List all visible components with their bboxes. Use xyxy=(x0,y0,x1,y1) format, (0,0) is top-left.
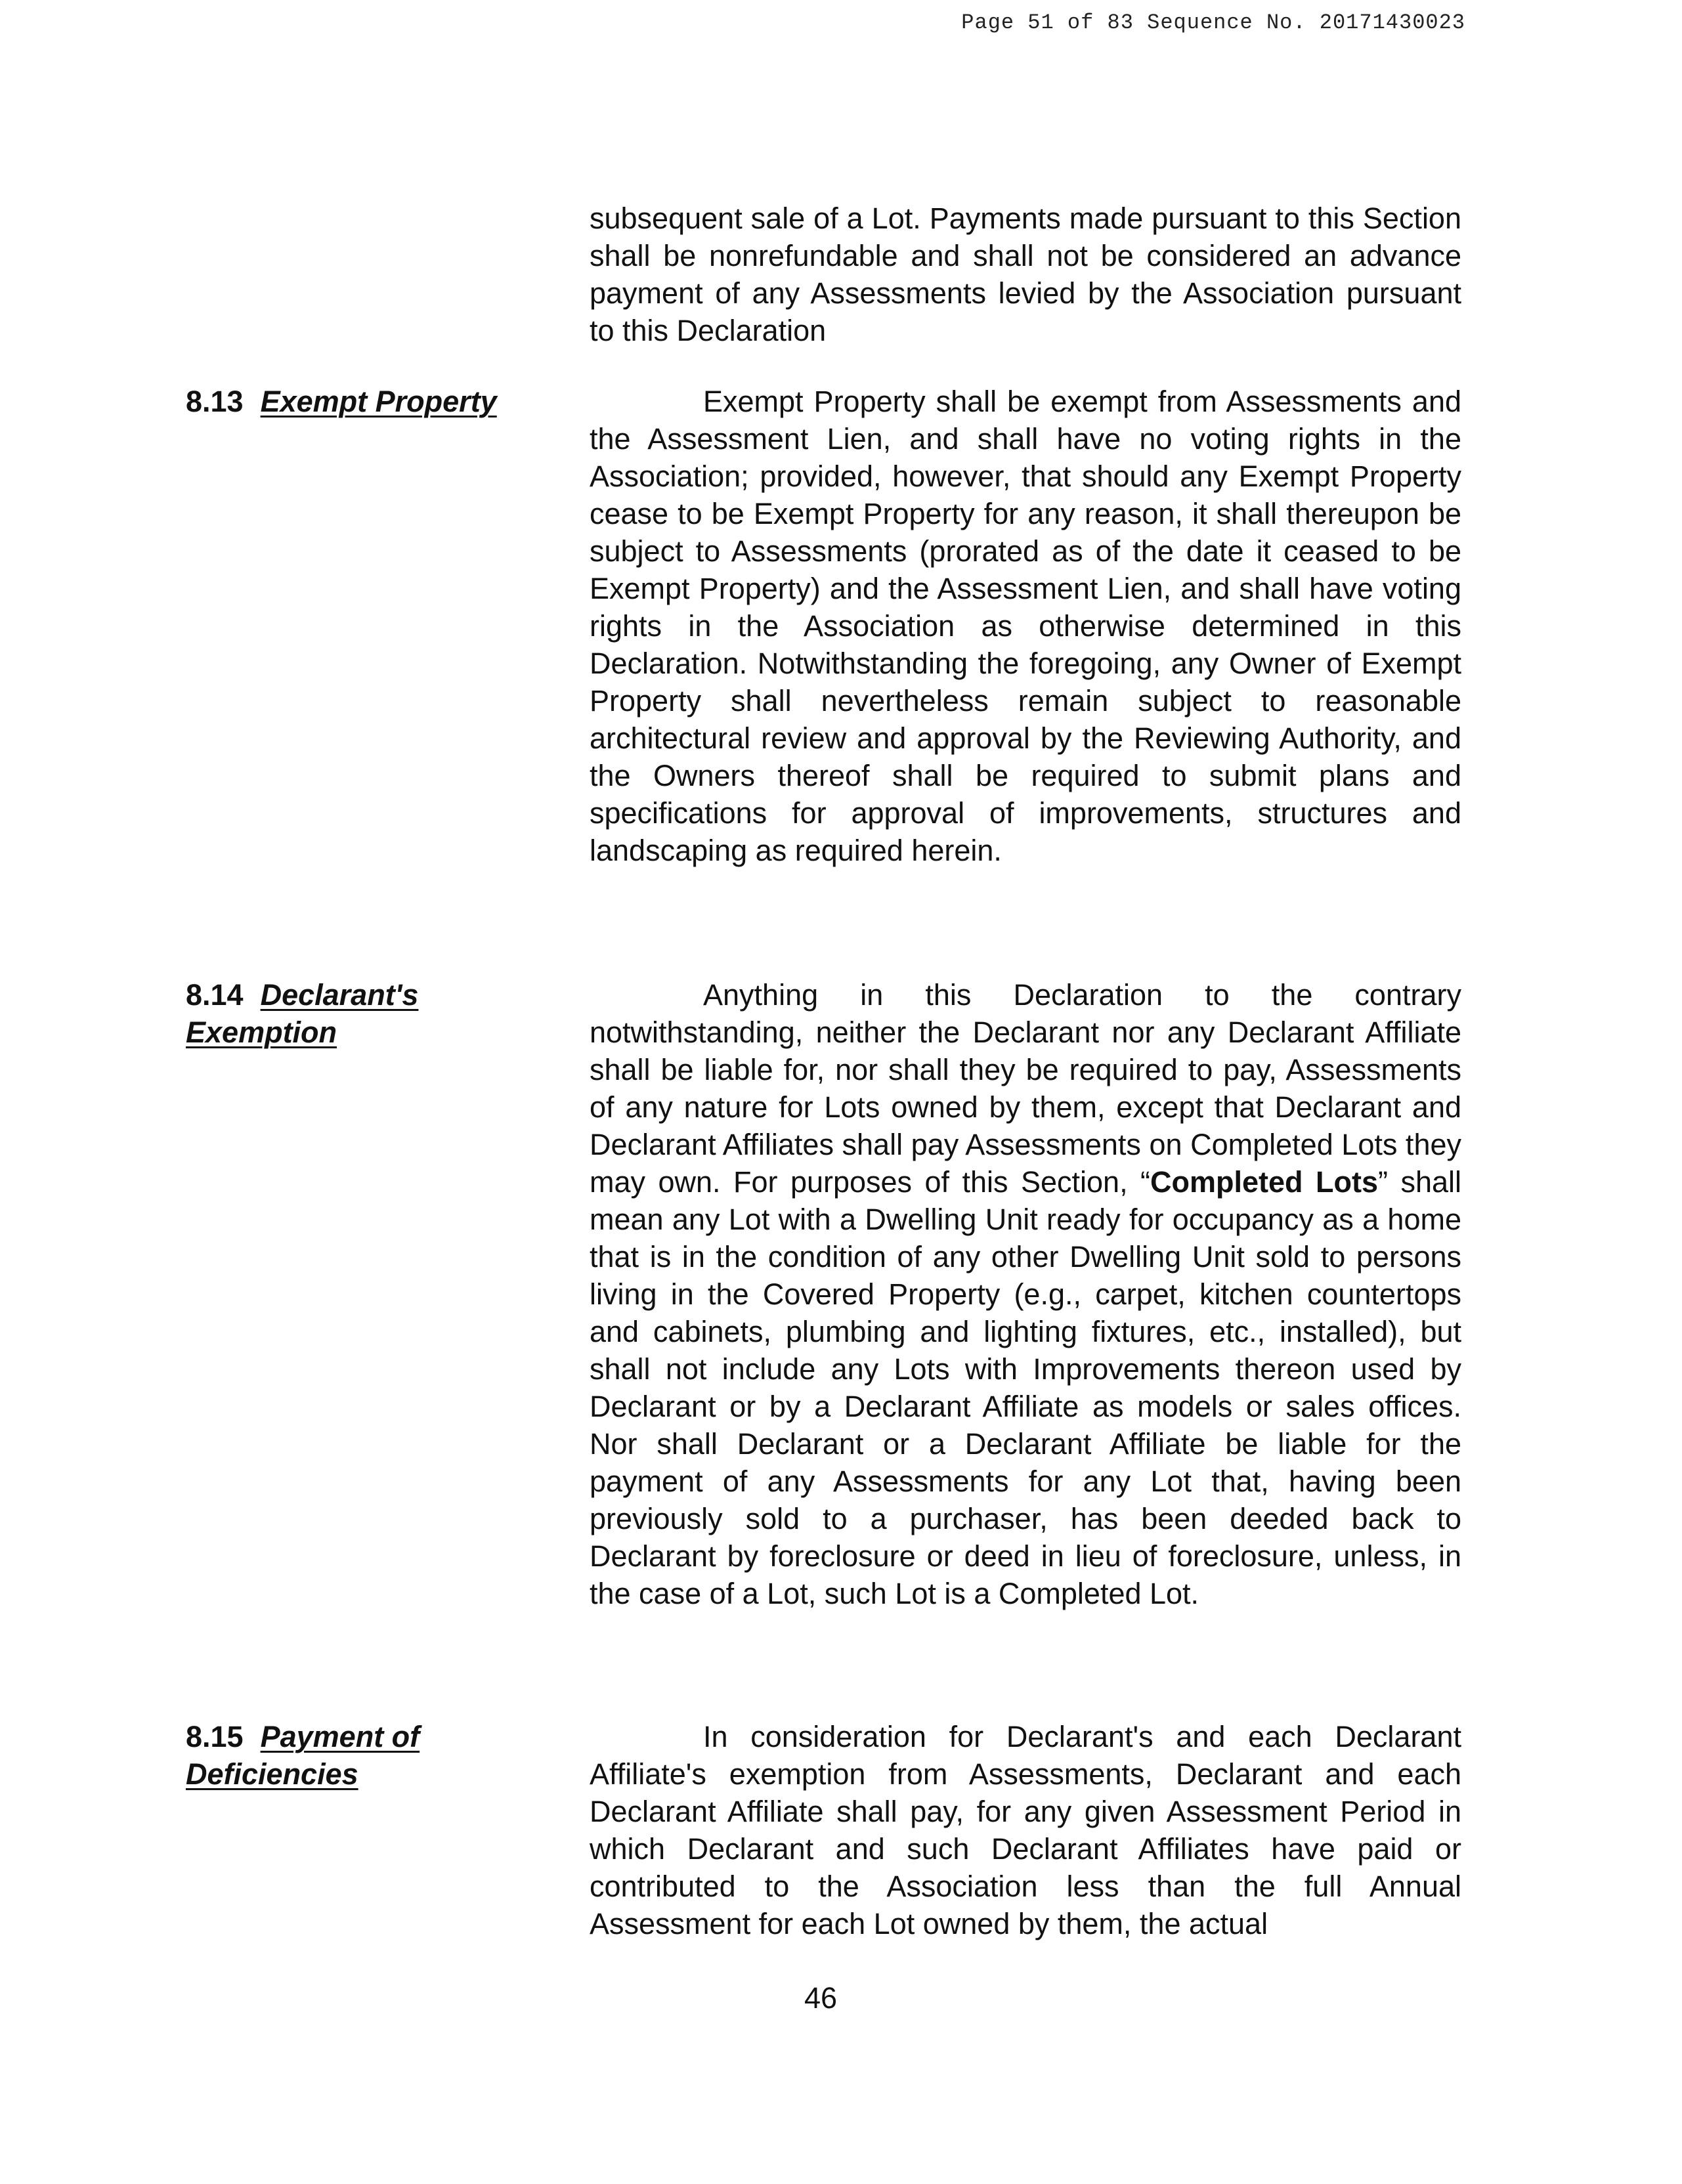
page-header: Page 51 of 83 Sequence No. 20171430023 xyxy=(961,11,1465,35)
section-text-part: ” shall mean any Lot with a Dwelling Unit ready for occupancy as a home that is in the condition of any other Dwelling Unit sold to persons living in the Covered Property (e.g., carpet, kitchen countertops and cabinets, plumbing and lighting fixtures, etc., installed), but shall not include any Lots with Improvements thereon used by Declarant or by a Declarant Affiliate as models or sales offices. Nor shall Declarant or a Declarant Affiliate be liable for the payment of any Assessments for any Lot that, having been previously sold to a purchaser, has been deeded back to Declarant by foreclosure or deed in lieu of foreclosure, unless, in the case of a Lot, such Lot is a Completed Lot. xyxy=(590,1165,1461,1610)
defined-term: Completed Lots xyxy=(1150,1165,1378,1199)
section-number: 8.15 xyxy=(186,1720,244,1753)
section-text: In consideration for Declarant's and each Declarant Affiliate's exemption from Assessments, Declarant and each Declarant Affiliate shall pay, for any given Assessment Period in which Declarant and such Declarant Affiliates have paid or contributed to the Association less than the full Annual Assessment for each Lot owned by them, the actual xyxy=(590,1720,1461,1940)
section-body xyxy=(590,383,1461,869)
section-number: 8.13 xyxy=(186,385,244,418)
section-text xyxy=(590,976,1461,1612)
section-title: Exempt Property xyxy=(260,385,497,418)
section-heading xyxy=(186,1718,501,1793)
page-number: 46 xyxy=(804,1981,838,2015)
section-heading xyxy=(186,383,553,420)
section-body xyxy=(590,976,1461,1612)
section-body xyxy=(590,1718,1461,1942)
continuation-text: subsequent sale of a Lot. Payments made pursuant to this Section shall be nonrefundable and shall not be considered an advance payment of any Assessments levied by the Association pursuant to this Declaration xyxy=(590,202,1461,347)
continuation-paragraph xyxy=(590,200,1461,349)
section-number: 8.14 xyxy=(186,978,244,1012)
section-text: Exempt Property shall be exempt from Assessments and the Assessment Lien, and shall have no voting rights in the Association; provided, however, that should any Exempt Property cease to be Exempt Property for any reason, it shall thereupon be subject to Assessments (prorated as of the date it ceased to be Exempt Property) and the Assessment Lien, and shall have voting rights in the Association as otherwise determined in this Declaration. Notwithstanding the foregoing, any Owner of Exempt Property shall nevertheless remain subject to reasonable architectural review and approval by the Reviewing Authority, and the Owners thereof shall be required to submit plans and specifications for approval of improvements, structures and landscaping as required herein. xyxy=(590,385,1461,867)
section-title: Declarant's Exemption xyxy=(186,978,419,1049)
section-title: Payment of Deficiencies xyxy=(186,1720,420,1791)
section-heading xyxy=(186,976,501,1051)
section-text-part: Anything in this Declaration to the contrary notwithstanding, neither the Declarant nor any Declarant Affiliate shall be liable for, nor shall they be required to pay, Assessments of any nature for Lots owned by them, except that Declarant and Declarant Affiliates shall pay Assessments on Completed Lots they may own. For purposes of this Section, “ xyxy=(590,978,1461,1199)
